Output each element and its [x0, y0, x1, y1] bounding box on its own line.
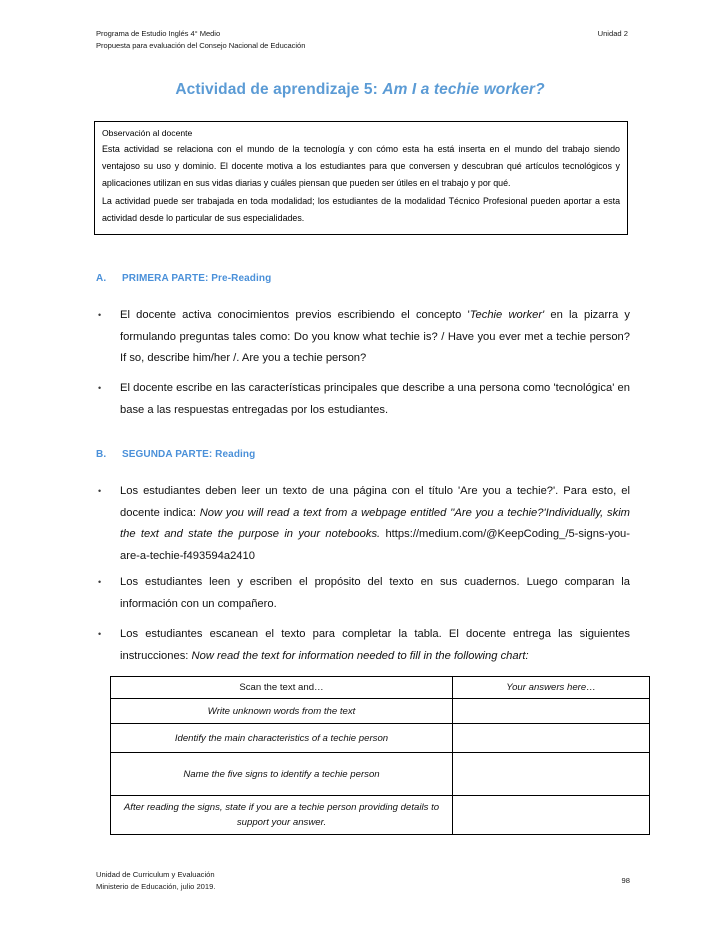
- bullet-text-b2: Los estudiantes leen y escriben el propósito del texto en sus cuadernos. Luego comparan la información con un compañero.: [120, 576, 630, 610]
- list-item: [96, 305, 630, 370]
- observation-heading: Observación al docente: [102, 128, 193, 138]
- list-item: [96, 624, 630, 667]
- header-program-line: Programa de Estudio Inglés 4° Medio: [96, 29, 221, 38]
- reading-chart-table: [110, 676, 650, 835]
- bullet-b3-part1: Los estudiantes escanean el texto para completar la tabla. El docente entrega las siguientes instrucciones:: [120, 628, 630, 662]
- list-item: [96, 378, 630, 421]
- section-a-label: PRIMERA PARTE: Pre-Reading: [122, 273, 272, 284]
- section-b-label: SEGUNDA PARTE: Reading: [122, 449, 256, 460]
- teacher-observation-box: [94, 121, 628, 235]
- page-title-main: Actividad de aprendizaje 5:: [175, 81, 378, 98]
- table-row: [111, 699, 650, 724]
- table-header-row: [111, 677, 650, 699]
- bullet-a1-part1: El docente activa conocimientos previos escribiendo el concepto ': [120, 309, 470, 321]
- bullet-marker-icon: •: [98, 486, 102, 496]
- bullet-text-a2: El docente escribe en las características principales que describe a una persona como 'tecnológica' en base a las respuestas entregadas por los estudiantes.: [120, 382, 630, 416]
- bullet-a1-part2: en la pizarra y formulando preguntas tales como: Do you know what techie is? / Have you ever met a techie person? If so, describe him/her /. Are you a techie person?: [120, 309, 630, 364]
- table-cell-prompt: Identify the main characteristics of a techie person: [111, 724, 453, 753]
- bullet-marker-icon: •: [98, 310, 102, 320]
- document-footer: [96, 869, 630, 894]
- table-row: [111, 796, 650, 835]
- table-cell-prompt: Name the five signs to identify a techie person: [111, 753, 453, 796]
- observation-paragraph-2: La actividad puede ser trabajada en toda modalidad; los estudiantes de la modalidad Técnico Profesional pueden aportar a esta actividad desde lo particular de sus especialidades.: [102, 195, 620, 223]
- bullet-marker-icon: •: [98, 629, 102, 639]
- bullet-b1-url: https://medium.com/@KeepCoding_/5-signs-you-are-a-techie-f493594a2410: [120, 528, 631, 562]
- table-header-answer: Your answers here…: [453, 677, 650, 699]
- page-title-emphasis: Am I a techie worker?: [382, 81, 545, 98]
- table-cell-prompt: After reading the signs, state if you are a techie person providing details to support your answer.: [111, 796, 453, 835]
- header-unit-label: Unidad 2: [597, 29, 628, 38]
- table-cell-answer[interactable]: [453, 753, 650, 796]
- bullet-b3-italic: Now read the text for information needed to fill in the following chart:: [191, 649, 529, 662]
- section-a-letter: A.: [96, 273, 107, 284]
- page-title: [0, 81, 720, 99]
- list-item: [96, 572, 630, 615]
- bullet-a1-italic: Techie worker': [469, 309, 545, 321]
- section-heading-b: [96, 449, 255, 460]
- bullet-marker-icon: •: [98, 383, 102, 393]
- document-header: [96, 28, 628, 53]
- observation-paragraph-1: Esta actividad se relaciona con el mundo de la tecnología y con cómo esta ha está inserta en el mundo del trabajo siendo ventajoso su uso y dominio. El docente motiva a los estudiantes para que conversen y descubran qué artículos tecnológicos y aplicaciones utilizan en sus vidas diarias y cuáles piensan que pueden ser útiles en el trabajo y por qué.: [102, 144, 620, 189]
- table-cell-answer[interactable]: [453, 699, 650, 724]
- table-header-prompt: Scan the text and…: [111, 677, 453, 699]
- table-row: [111, 753, 650, 796]
- list-item: [96, 481, 630, 567]
- page-number: 98: [621, 876, 630, 885]
- table-cell-answer[interactable]: [453, 796, 650, 835]
- bullet-text-b3: [120, 624, 630, 667]
- bullet-b1-part1: Los estudiantes deben leer un texto de una página con el título 'Are you a techie?'. Para esto, el docente indica:: [120, 485, 630, 519]
- bullet-b1-italic: Now you will read a text from a webpage entitled ''Are you a techie?'Individually, skim the text and state the purpose in your notebooks.: [120, 506, 630, 540]
- bullet-text-b1: [120, 481, 630, 567]
- table-row: [111, 724, 650, 753]
- section-b-letter: B.: [96, 449, 107, 460]
- footer-left-block: [96, 869, 215, 894]
- header-proposal-line: Propuesta para evaluación del Consejo Nacional de Educación: [96, 41, 306, 51]
- table-cell-prompt: Write unknown words from the text: [111, 699, 453, 724]
- section-heading-a: [96, 273, 271, 284]
- footer-ministry-line: Ministerio de Educación, julio 2019.: [96, 882, 216, 892]
- table-cell-answer[interactable]: [453, 724, 650, 753]
- header-left-block: [96, 28, 305, 53]
- bullet-text-a1: [120, 305, 630, 370]
- footer-unit-line: Unidad de Curriculum y Evaluación: [96, 870, 215, 879]
- bullet-marker-icon: •: [98, 577, 102, 587]
